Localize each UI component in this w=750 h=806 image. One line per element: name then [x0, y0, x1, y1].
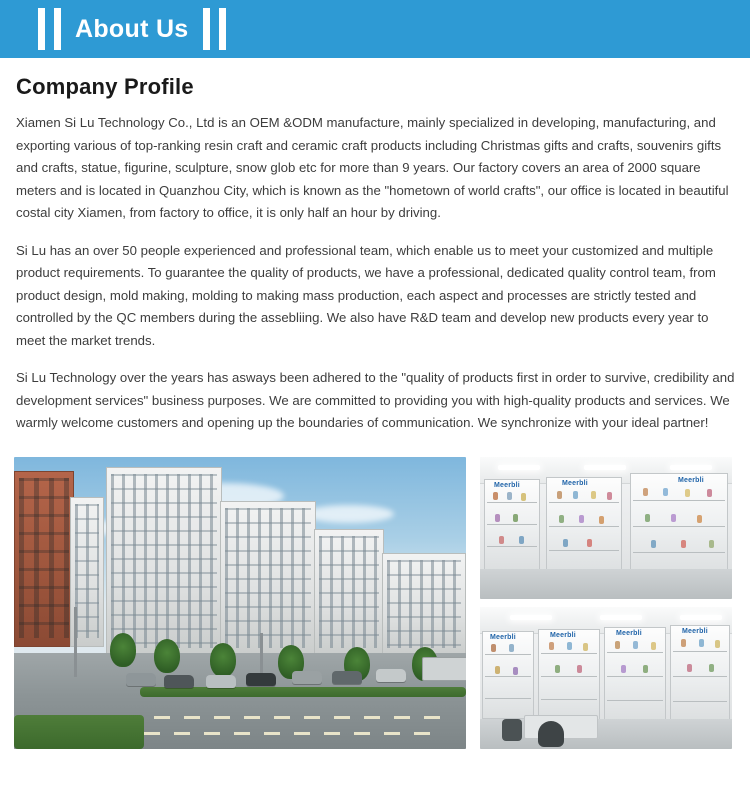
display-item — [599, 516, 604, 524]
hedge-row — [140, 687, 466, 697]
profile-paragraph-3: Si Lu Technology over the years has asways been adhered to the "quality of products first in order to survive, credibility and development services" business purposes. We are committed to providing you with high-quality products and services. We warmly welcome customers and opening up the boundaries of communication. We synchronize with your ideal partner! — [16, 370, 735, 430]
display-item — [643, 665, 648, 673]
display-item — [633, 641, 638, 649]
company-profile-section — [0, 58, 750, 435]
window-grid — [75, 504, 99, 638]
cabinet-brand-label: Meerbli — [616, 629, 642, 637]
ceiling-light — [498, 465, 540, 470]
window-grid — [111, 474, 217, 648]
display-item — [615, 641, 620, 649]
page-title: Company Profile — [16, 74, 194, 99]
display-cabinet — [604, 627, 666, 721]
window-grid — [19, 478, 69, 638]
display-cabinet — [484, 479, 540, 571]
tree-shape — [110, 633, 136, 667]
display-item — [709, 540, 714, 548]
parked-car — [164, 675, 194, 688]
building-red-left — [14, 471, 74, 647]
shelf-line — [487, 546, 537, 547]
display-item — [557, 491, 562, 499]
ceiling-light — [510, 615, 552, 620]
banner-tick-right-1 — [203, 8, 210, 50]
cloud-shape — [304, 505, 394, 523]
banner-title: About Us — [75, 14, 189, 43]
display-item — [671, 514, 676, 522]
display-item — [491, 644, 496, 652]
tree-shape — [210, 643, 236, 677]
display-item — [493, 492, 498, 500]
shelf-line — [633, 500, 725, 501]
display-item — [697, 515, 702, 523]
shelf-line — [549, 502, 619, 503]
display-item — [591, 491, 596, 499]
cabinet-brand-label: Meerbli — [682, 627, 708, 635]
parked-car — [246, 673, 276, 686]
photo-gallery — [0, 457, 750, 749]
display-item — [663, 488, 668, 496]
cabinet-brand-label: Meerbli — [562, 479, 588, 487]
display-item — [513, 514, 518, 522]
shelf-line — [485, 698, 531, 699]
shelf-line — [633, 526, 725, 527]
shelf-line — [549, 550, 619, 551]
window-grid — [387, 560, 461, 648]
display-item — [707, 489, 712, 497]
building-main-c — [314, 529, 384, 657]
shelf-line — [607, 700, 663, 701]
window-grid — [319, 536, 379, 648]
display-item — [621, 665, 626, 673]
shelf-line — [633, 552, 725, 553]
display-item — [699, 639, 704, 647]
shelf-line — [485, 654, 531, 655]
display-item — [651, 642, 656, 650]
display-cabinet — [538, 629, 600, 721]
display-item — [549, 642, 554, 650]
display-item — [573, 491, 578, 499]
parked-car — [332, 671, 362, 684]
display-item — [521, 493, 526, 501]
display-item — [643, 488, 648, 496]
pole-shape — [74, 607, 77, 677]
shelf-line — [487, 502, 537, 503]
ceiling-light — [670, 465, 712, 470]
banner-tick-left-1 — [38, 8, 45, 50]
shelf-line — [549, 526, 619, 527]
pole-shape — [260, 633, 263, 677]
window-grid — [225, 508, 311, 648]
shelf-line — [485, 676, 531, 677]
banner-tick-left-2 — [54, 8, 61, 50]
shelf-line — [673, 701, 727, 702]
about-us-banner — [0, 0, 750, 58]
display-item — [567, 642, 572, 650]
floor-area — [480, 569, 732, 599]
display-item — [513, 667, 518, 675]
display-cabinet — [670, 625, 730, 721]
showroom-photo-bottom — [480, 607, 732, 749]
display-item — [587, 539, 592, 547]
hedge-row — [14, 715, 144, 749]
showroom-photo-top — [480, 457, 732, 599]
display-item — [495, 666, 500, 674]
display-item — [577, 665, 582, 673]
building-main-a — [106, 467, 222, 657]
shelf-line — [541, 676, 597, 677]
parked-car — [376, 669, 406, 682]
showroom-photo-column — [480, 457, 732, 749]
factory-exterior-photo — [14, 457, 466, 749]
shelf-line — [607, 652, 663, 653]
banner-tick-right-2 — [219, 8, 226, 50]
cabinet-brand-label: Meerbli — [678, 476, 704, 484]
cabinet-brand-label: Meerbli — [550, 631, 576, 639]
display-item — [563, 539, 568, 547]
office-chair — [502, 719, 522, 741]
display-item — [509, 644, 514, 652]
ceiling-light — [584, 465, 626, 470]
display-item — [579, 515, 584, 523]
display-item — [685, 489, 690, 497]
display-item — [709, 664, 714, 672]
shelf-line — [541, 699, 597, 700]
ceiling-light — [600, 615, 642, 620]
shelf-line — [487, 524, 537, 525]
display-item — [645, 514, 650, 522]
display-item — [495, 514, 500, 522]
display-item — [687, 664, 692, 672]
office-chair — [538, 721, 564, 747]
display-item — [583, 643, 588, 651]
cabinet-brand-label: Meerbli — [494, 481, 520, 489]
display-item — [681, 639, 686, 647]
display-item — [499, 536, 504, 544]
parked-truck — [422, 657, 466, 681]
building-main-b — [220, 501, 316, 657]
parked-car — [292, 671, 322, 684]
display-item — [559, 515, 564, 523]
parked-car — [126, 673, 156, 686]
shelf-line — [673, 651, 727, 652]
tree-shape — [154, 639, 180, 673]
cabinet-brand-label: Meerbli — [490, 633, 516, 641]
shelf-line — [673, 676, 727, 677]
shelf-line — [541, 653, 597, 654]
building-main-d — [382, 553, 466, 657]
display-item — [519, 536, 524, 544]
profile-paragraph-2: Si Lu has an over 50 people experienced and professional team, which enable us to meet your customized and multiple product requirements. To guarantee the quality of products, we have a professional, dedicated quality control team, from product design, mold making, molding to making mass production, each aspect and processes are strictly tested and controlled by the QC members during the assebliing. We also have R&D team and develop new products every year to meet the market trends. — [16, 242, 716, 348]
display-cabinet — [630, 473, 728, 577]
profile-paragraph-1: Xiamen Si Lu Technology Co., Ltd is an OEM &ODM manufacture, mainly specialized in developing, manufacturing, and exporting various of top-ranking resin craft and ceramic craft products including Christmas gifts and crafts, souvenirs gifts and crafts, statue, figurine, sculpture, snow glob etc for more than 9 years. Our factory covers an area of 2000 square meters and is located in Quanzhou City, which is known as the "hometown of world crafts", our office is located in beautiful costal city Xiamen, from factory to office, it is only half an hour by driving. — [16, 115, 729, 220]
display-item — [607, 492, 612, 500]
ceiling-light — [680, 615, 722, 620]
parked-car — [206, 675, 236, 688]
display-item — [651, 540, 656, 548]
display-item — [681, 540, 686, 548]
display-item — [507, 492, 512, 500]
display-cabinet — [546, 477, 622, 575]
shelf-line — [607, 676, 663, 677]
display-item — [555, 665, 560, 673]
display-cabinet — [482, 631, 534, 719]
display-item — [715, 640, 720, 648]
